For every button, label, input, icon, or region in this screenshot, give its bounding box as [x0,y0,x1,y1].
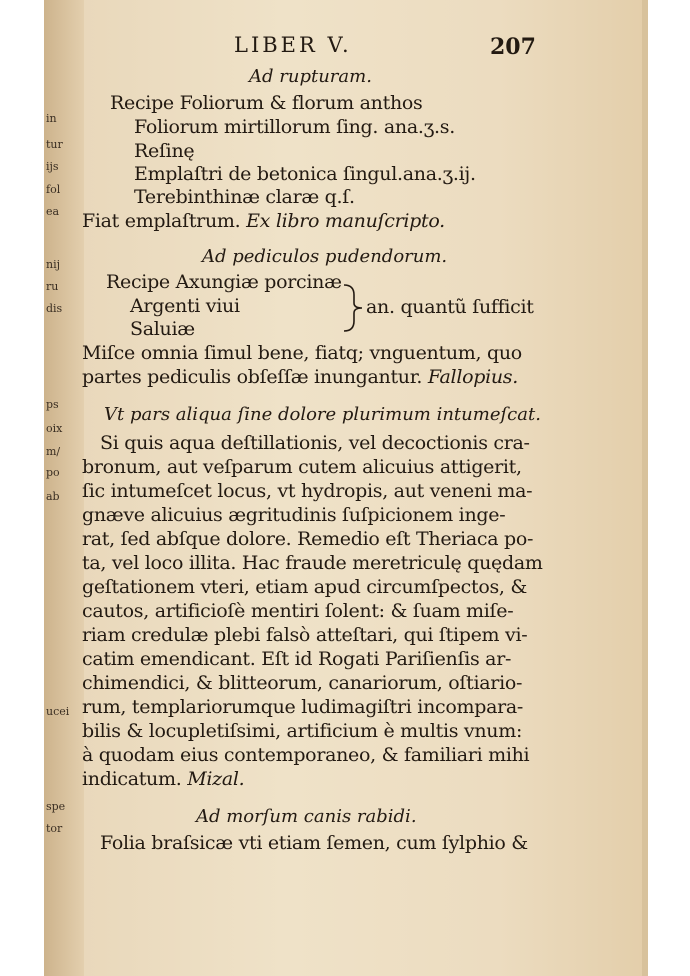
margin-note: ijs [46,160,59,173]
margin-note: in [46,112,57,125]
page-number: 207 [490,34,536,60]
margin-note: ps [46,398,59,411]
section-heading: Ad rupturam. [249,66,372,87]
margin-note: fol [46,183,61,196]
margin-note: nij [46,258,61,271]
text-line: chimendici, & blitteorum, canariorum, oſtiario- [82,672,523,694]
text-line: ta, vel loco illita. Hac fraude meretriculę quędam [82,552,543,574]
text-line: catim emendicant. Eſt id Rogati Pariſienſis ar- [82,648,512,670]
recipe-line: Argenti viui [130,295,240,317]
margin-note: oix [46,422,63,435]
text-line: Si quis aqua deſtillationis, vel decoctionis cra- [100,432,530,454]
recipe-line: Recipe Foliorum & florum anthos [110,92,423,114]
final-text: Fiat emplaſtrum. [82,210,241,232]
section-heading: Vt pars aliqua ſine dolore plurimum intumeſcat. [104,404,541,425]
margin-note: po [46,466,60,479]
recipe-line: Reſinę [134,140,195,162]
source-citation: Ex libro manuſcripto. [246,210,445,232]
margin-note: tur [46,138,63,151]
margin-note: tor [46,822,63,835]
text-line: geſtationem vteri, etiam apud circumſpectos, & [82,576,528,598]
gutter [44,0,84,976]
running-head: LIBER V. [234,33,352,57]
text-line: rum, templariorumque ludimagiſtri incompara- [82,696,524,718]
text-line: rat, ſed abſque dolore. Remedio eſt Theriaca po- [82,528,534,550]
author-citation: Mizal. [187,768,245,790]
author-citation: Fallopius. [427,366,519,388]
recipe-conclusion [82,210,445,232]
section-heading: Ad morſum canis rabidi. [196,806,417,827]
text-line: bilis & locupletiſsimi, artificium è multis vnum: [82,720,523,742]
recipe-line: Emplaſtri de betonica ſingul.ana.ʒ.ij. [134,163,476,185]
text-line: partes pediculis obſeſſæ inungantur. [82,366,423,388]
text-line: Miſce omnia ſimul bene, fiatq; vnguentum, quo [82,342,522,364]
text-line: gnæve alicuius ægritudinis ſuſpicionem inge- [82,504,506,526]
recipe-line: Saluiæ [130,318,195,340]
recipe-line: Foliorum mirtillorum ſing. ana.ʒ.s. [134,116,455,138]
section-heading: Ad pediculos pudendorum. [202,246,448,267]
margin-note: ea [46,205,60,218]
margin-note: m/ [46,445,61,458]
text-line: bronum, aut veſparum cutem alicuius attigerit, [82,456,522,478]
text-line: ſic intumeſcet locus, vt hydropis, aut veneni ma- [82,480,533,502]
margin-note: spe [46,800,66,813]
text-line: riam credulæ plebi falsò atteſtari, qui ſtipem vi- [82,624,528,646]
text-line: Folia braſsicæ vti etiam ſemen, cum ſylphio & [100,832,528,854]
recipe-line: Terebinthinæ claræ q.ſ. [134,186,355,208]
book-page [44,0,648,976]
margin-note: ab [46,490,60,503]
page-edge [642,0,648,976]
margin-note: ucei [46,705,70,718]
text-line-with-author [82,366,518,388]
recipe-line: Recipe Axungiæ porcinæ [106,271,342,293]
text-line: cautos, artificioſè mentiri ſolent: & ſuam miſe- [82,600,514,622]
margin-note: ru [46,280,59,293]
text-line: à quodam eius contemporaneo, & familiari mihi [82,744,530,766]
margin-note: dis [46,302,63,315]
quantity-note: an. quantũ ſufficit [366,296,534,318]
text-line-with-author [82,768,244,790]
brace-icon [342,283,364,333]
text-line: indicatum. [82,768,182,790]
